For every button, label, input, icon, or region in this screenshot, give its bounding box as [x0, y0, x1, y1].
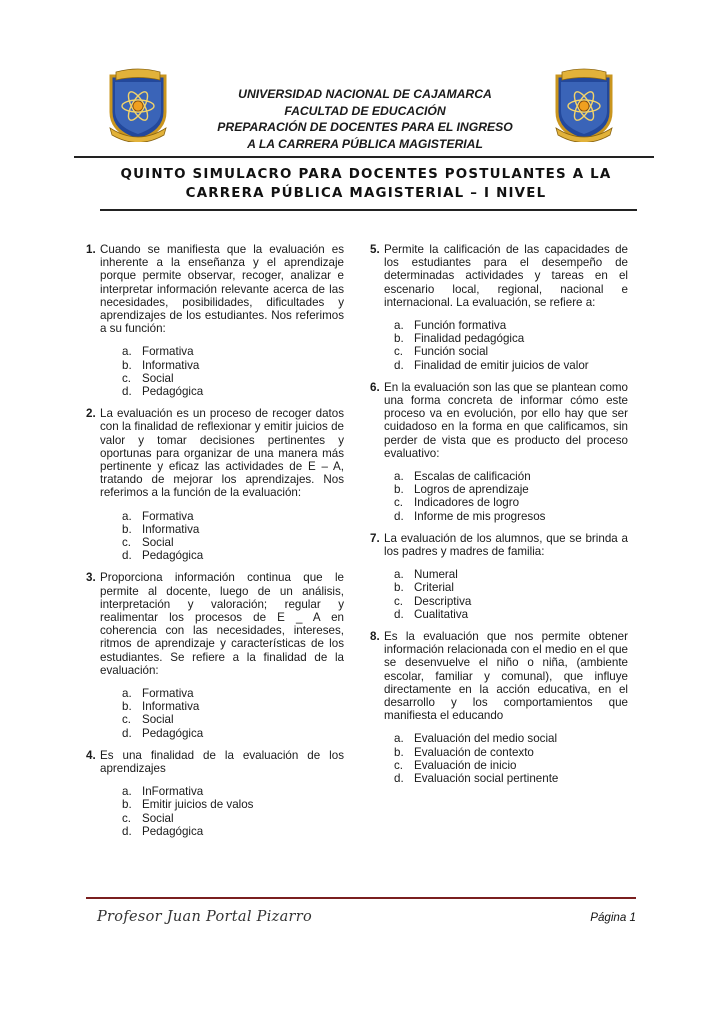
program-subtitle: A LA CARRERA PÚBLICA MAGISTERIAL: [247, 136, 483, 151]
right-column: [370, 243, 628, 794]
question-3: [86, 571, 344, 739]
question-1: [86, 243, 344, 398]
footer-divider: [86, 897, 636, 899]
question-number: 5.: [370, 243, 380, 256]
option-a: a. Formativa: [122, 509, 194, 523]
option-c: c. Indicadores de logro: [394, 496, 520, 510]
question-6: [370, 381, 628, 523]
question-text: Permite la calificación de las capacidades de los estudiantes para el desempeño de determinadas actividades y tareas en el escenario local, regional, nacional e internacional. La evaluación, se refiere a:: [384, 243, 628, 309]
question-text: La evaluación de los alumnos, que se brinda a los padres y madres de familia:: [384, 531, 628, 558]
option-d: d. Pedagógica: [122, 726, 204, 740]
option-b: b. Logros de aprendizaje: [394, 483, 529, 497]
option-d: d. Evaluación social pertinente: [394, 771, 559, 785]
question-number: 7.: [370, 531, 380, 545]
option-c: c. Función social: [394, 345, 489, 359]
header-divider: [74, 156, 654, 158]
question-7: [370, 532, 628, 621]
option-b: b. Criterial: [394, 581, 454, 595]
option-c: c. Social: [122, 811, 174, 825]
option-d: d. Pedagógica: [122, 549, 204, 563]
option-c: c. Social: [122, 371, 174, 385]
option-b: b. Emitir juicios de valos: [122, 798, 254, 812]
option-d: d. Pedagógica: [122, 384, 204, 398]
faculty-name: FACULTAD DE EDUCACIÓN: [284, 103, 446, 118]
footer-author: Profesor Juan Portal Pizarro: [97, 909, 313, 925]
institution-header: [190, 86, 540, 152]
option-d: d. Pedagógica: [122, 824, 204, 838]
option-b: b. Finalidad pedagógica: [394, 332, 525, 346]
option-c: c. Descriptiva: [394, 594, 472, 608]
options-list: [86, 687, 344, 740]
university-name: UNIVERSIDAD NACIONAL DE CAJAMARCA: [238, 87, 492, 101]
question-text: En la evaluación son las que se plantean como una forma concreta de informar cómo este proceso va en evolución, por ello hay que ser cuidadoso en la forma en que calificamos, sin perder de vista que es producto del proceso evaluativo:: [384, 380, 628, 460]
option-a: a. Función formativa: [394, 319, 507, 333]
question-8: [370, 630, 628, 785]
option-a: a. Formativa: [122, 345, 194, 359]
question-2: [86, 407, 344, 562]
option-d: d. Finalidad de emitir juicios de valor: [394, 358, 589, 372]
option-a: a. Formativa: [122, 686, 194, 700]
page-title: [80, 165, 652, 203]
option-c: c. Social: [122, 713, 174, 727]
question-number: 2.: [86, 407, 96, 421]
option-b: b. Informativa: [122, 700, 200, 714]
question-text: Es la evaluación que nos permite obtener información relacionada con el medio en el que se desenvuelve el niño o niña, (ambiente escolar, familiar y comunal), que influye directamente en la acción educativa, en el desarrollo y los comportamientos que manifiesta el educando: [384, 629, 628, 723]
option-c: c. Social: [122, 535, 174, 549]
question-number: 1.: [86, 243, 96, 256]
question-text: La evaluación es un proceso de recoger datos con la finalidad de reflexionar y emitir juicios de valor y tomar decisiones pertinentes y oportunas para organizar de una manera más pertinente y eficaz las actividades de E – A, tratando de mejorar los aprendizajes. Nos referimos a la función de la evaluación:: [100, 407, 344, 500]
option-a: a. Escalas de calificación: [394, 469, 531, 483]
option-b: b. Evaluación de contexto: [394, 745, 534, 759]
question-text: Es una finalidad de la evaluación de los aprendizajes: [100, 748, 344, 775]
title-divider: [100, 209, 637, 211]
question-number: 3.: [86, 571, 96, 585]
option-b: b. Informativa: [122, 358, 200, 372]
option-b: b. Informativa: [122, 522, 200, 536]
options-list: [86, 785, 344, 838]
question-number: 6.: [370, 380, 380, 394]
options-list: [370, 319, 628, 372]
option-d: d. Cualitativa: [394, 607, 469, 621]
options-list: [370, 732, 628, 785]
question-text: Proporciona información continua que le permite al docente, luego de un análisis, interpretación y valoración; regular y realimentar los procesos de E _ A en coherencia con las necesidades, intereses, ritmos de aprendizaje y características de los estudiantes. Se refiere a la finalidad de la evaluación:: [100, 571, 344, 677]
program-name: PREPARACIÓN DE DOCENTES PARA EL INGRESO: [217, 120, 513, 134]
option-a: a. Numeral: [394, 568, 458, 582]
university-crest-icon: [554, 68, 614, 142]
question-4: [86, 749, 344, 838]
question-5: [370, 243, 628, 372]
page-number: Página 1: [590, 911, 636, 924]
title-line-1: QUINTO SIMULACRO PARA DOCENTES POSTULANTES A LA: [120, 167, 612, 182]
option-c: c. Evaluación de inicio: [394, 758, 517, 772]
question-number: 4.: [86, 748, 96, 762]
option-a: a. Evaluación del medio social: [394, 732, 558, 746]
options-list: [86, 510, 344, 563]
left-column: [86, 243, 344, 847]
options-list: [86, 345, 344, 398]
university-crest-icon: [108, 68, 168, 142]
option-d: d. Informe de mis progresos: [394, 509, 546, 523]
option-a: a. InFormativa: [122, 785, 204, 799]
question-number: 8.: [370, 629, 380, 643]
options-list: [370, 568, 628, 621]
question-text: Cuando se manifiesta que la evaluación es inherente a la enseñanza y el aprendizaje porque permite observar, recoger, analizar e interpretar información relevante acerca de las necesidades, posibilidades, dificultades y aprendizajes de los estudiantes. Nos referimos a su función:: [100, 243, 344, 336]
title-line-2: CARRERA PÚBLICA MAGISTERIAL – I NIVEL: [185, 186, 547, 201]
options-list: [370, 470, 628, 523]
